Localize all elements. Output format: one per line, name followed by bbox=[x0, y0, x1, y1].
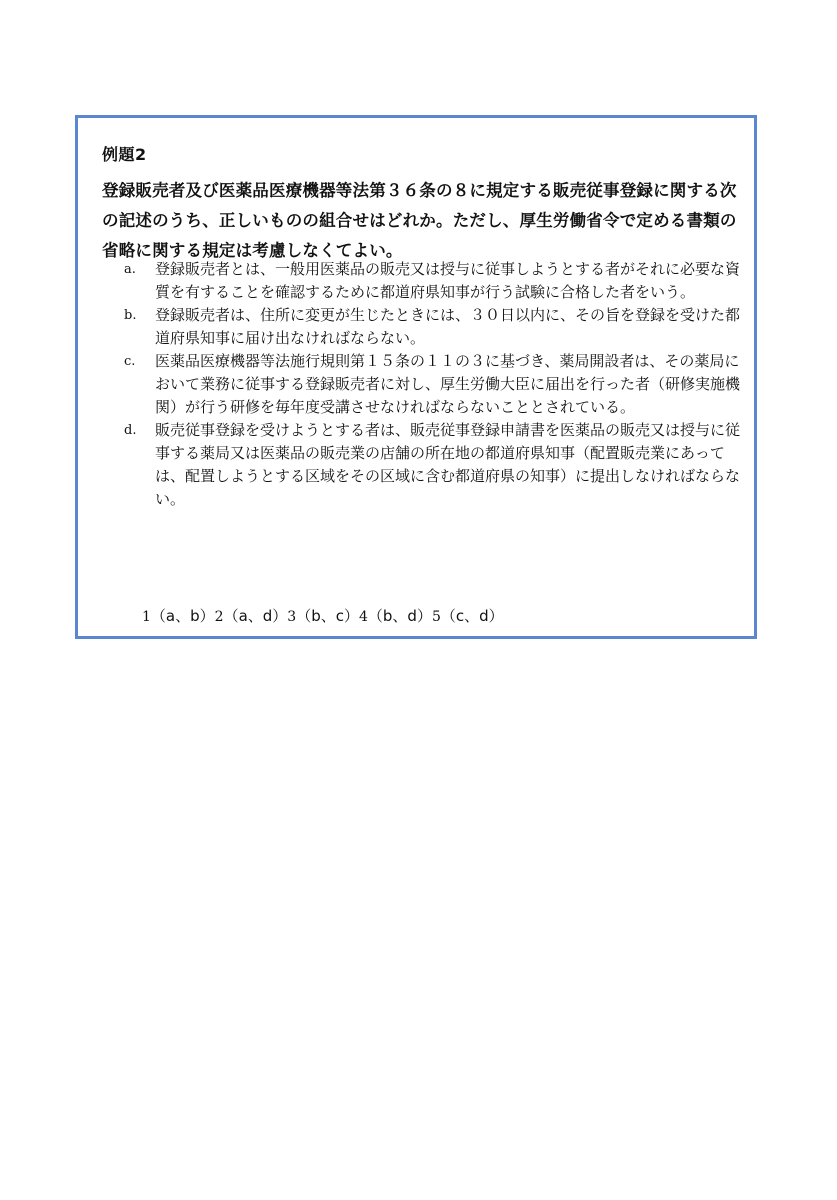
example-title: 例題2 bbox=[102, 145, 147, 164]
option-pair: （a、b） bbox=[150, 607, 215, 625]
question-text: 登録販売者及び医薬品医療機器等法第３６条の８に規定する販売従事登録に関する次の記述のうち、正しいものの組合せはどれか。ただし、厚生労働省令で定める書類の省略に関する規定は考慮しなくてよい。 bbox=[102, 181, 737, 260]
statement-d bbox=[124, 419, 740, 511]
statement-text: 医薬品医療機器等法施行規則第１５条の１１の３に基づき、薬局開設者は、その薬局において業務に従事する登録販売者に対し、厚生労働大臣に届出を行った者（研修実施機関）が行う研修を毎年度受講させなければならないこととされている。 bbox=[155, 352, 741, 416]
statement-label: d. bbox=[124, 423, 137, 438]
statement-label: c. bbox=[124, 354, 136, 369]
statement-c bbox=[124, 350, 740, 419]
answer-option-4 bbox=[359, 605, 432, 626]
option-pair: （b、c） bbox=[296, 607, 359, 625]
statement-list bbox=[124, 258, 740, 511]
option-number: 5 bbox=[431, 609, 441, 625]
statement-a bbox=[124, 258, 740, 304]
question-box bbox=[75, 115, 757, 639]
option-number: 4 bbox=[358, 609, 368, 625]
option-pair: （b、d） bbox=[367, 607, 432, 625]
statement-text: 登録販売者は、住所に変更が生じたときには、３０日以内に、その旨を登録を受けた都道府県知事に届け出なければならない。 bbox=[155, 306, 741, 347]
answer-option-5 bbox=[432, 605, 504, 626]
answer-options bbox=[142, 605, 504, 626]
option-number: 3 bbox=[287, 609, 297, 625]
option-number: 1 bbox=[142, 609, 151, 625]
answer-option-1 bbox=[142, 605, 215, 626]
statement-label: a. bbox=[124, 262, 136, 277]
option-pair: （c、d） bbox=[440, 607, 504, 625]
answer-option-2 bbox=[215, 605, 288, 626]
statement-label: b. bbox=[124, 308, 137, 323]
statement-text: 販売従事登録を受けようとする者は、販売従事登録申請書を医薬品の販売又は授与に従事する薬局又は医薬品の販売業の店舗の所在地の都道府県知事（配置販売業にあっては、配置しようとする区域をその区域に含む都道府県の知事）に提出しなければならない。 bbox=[155, 421, 741, 508]
option-pair: （a、d） bbox=[223, 607, 288, 625]
answer-option-3 bbox=[287, 605, 359, 626]
option-number: 2 bbox=[214, 609, 224, 625]
statement-b bbox=[124, 304, 740, 350]
statement-text: 登録販売者とは、一般用医薬品の販売又は授与に従事しようとする者がそれに必要な資質を有することを確認するために都道府県知事が行う試験に合格した者をいう。 bbox=[155, 260, 741, 301]
